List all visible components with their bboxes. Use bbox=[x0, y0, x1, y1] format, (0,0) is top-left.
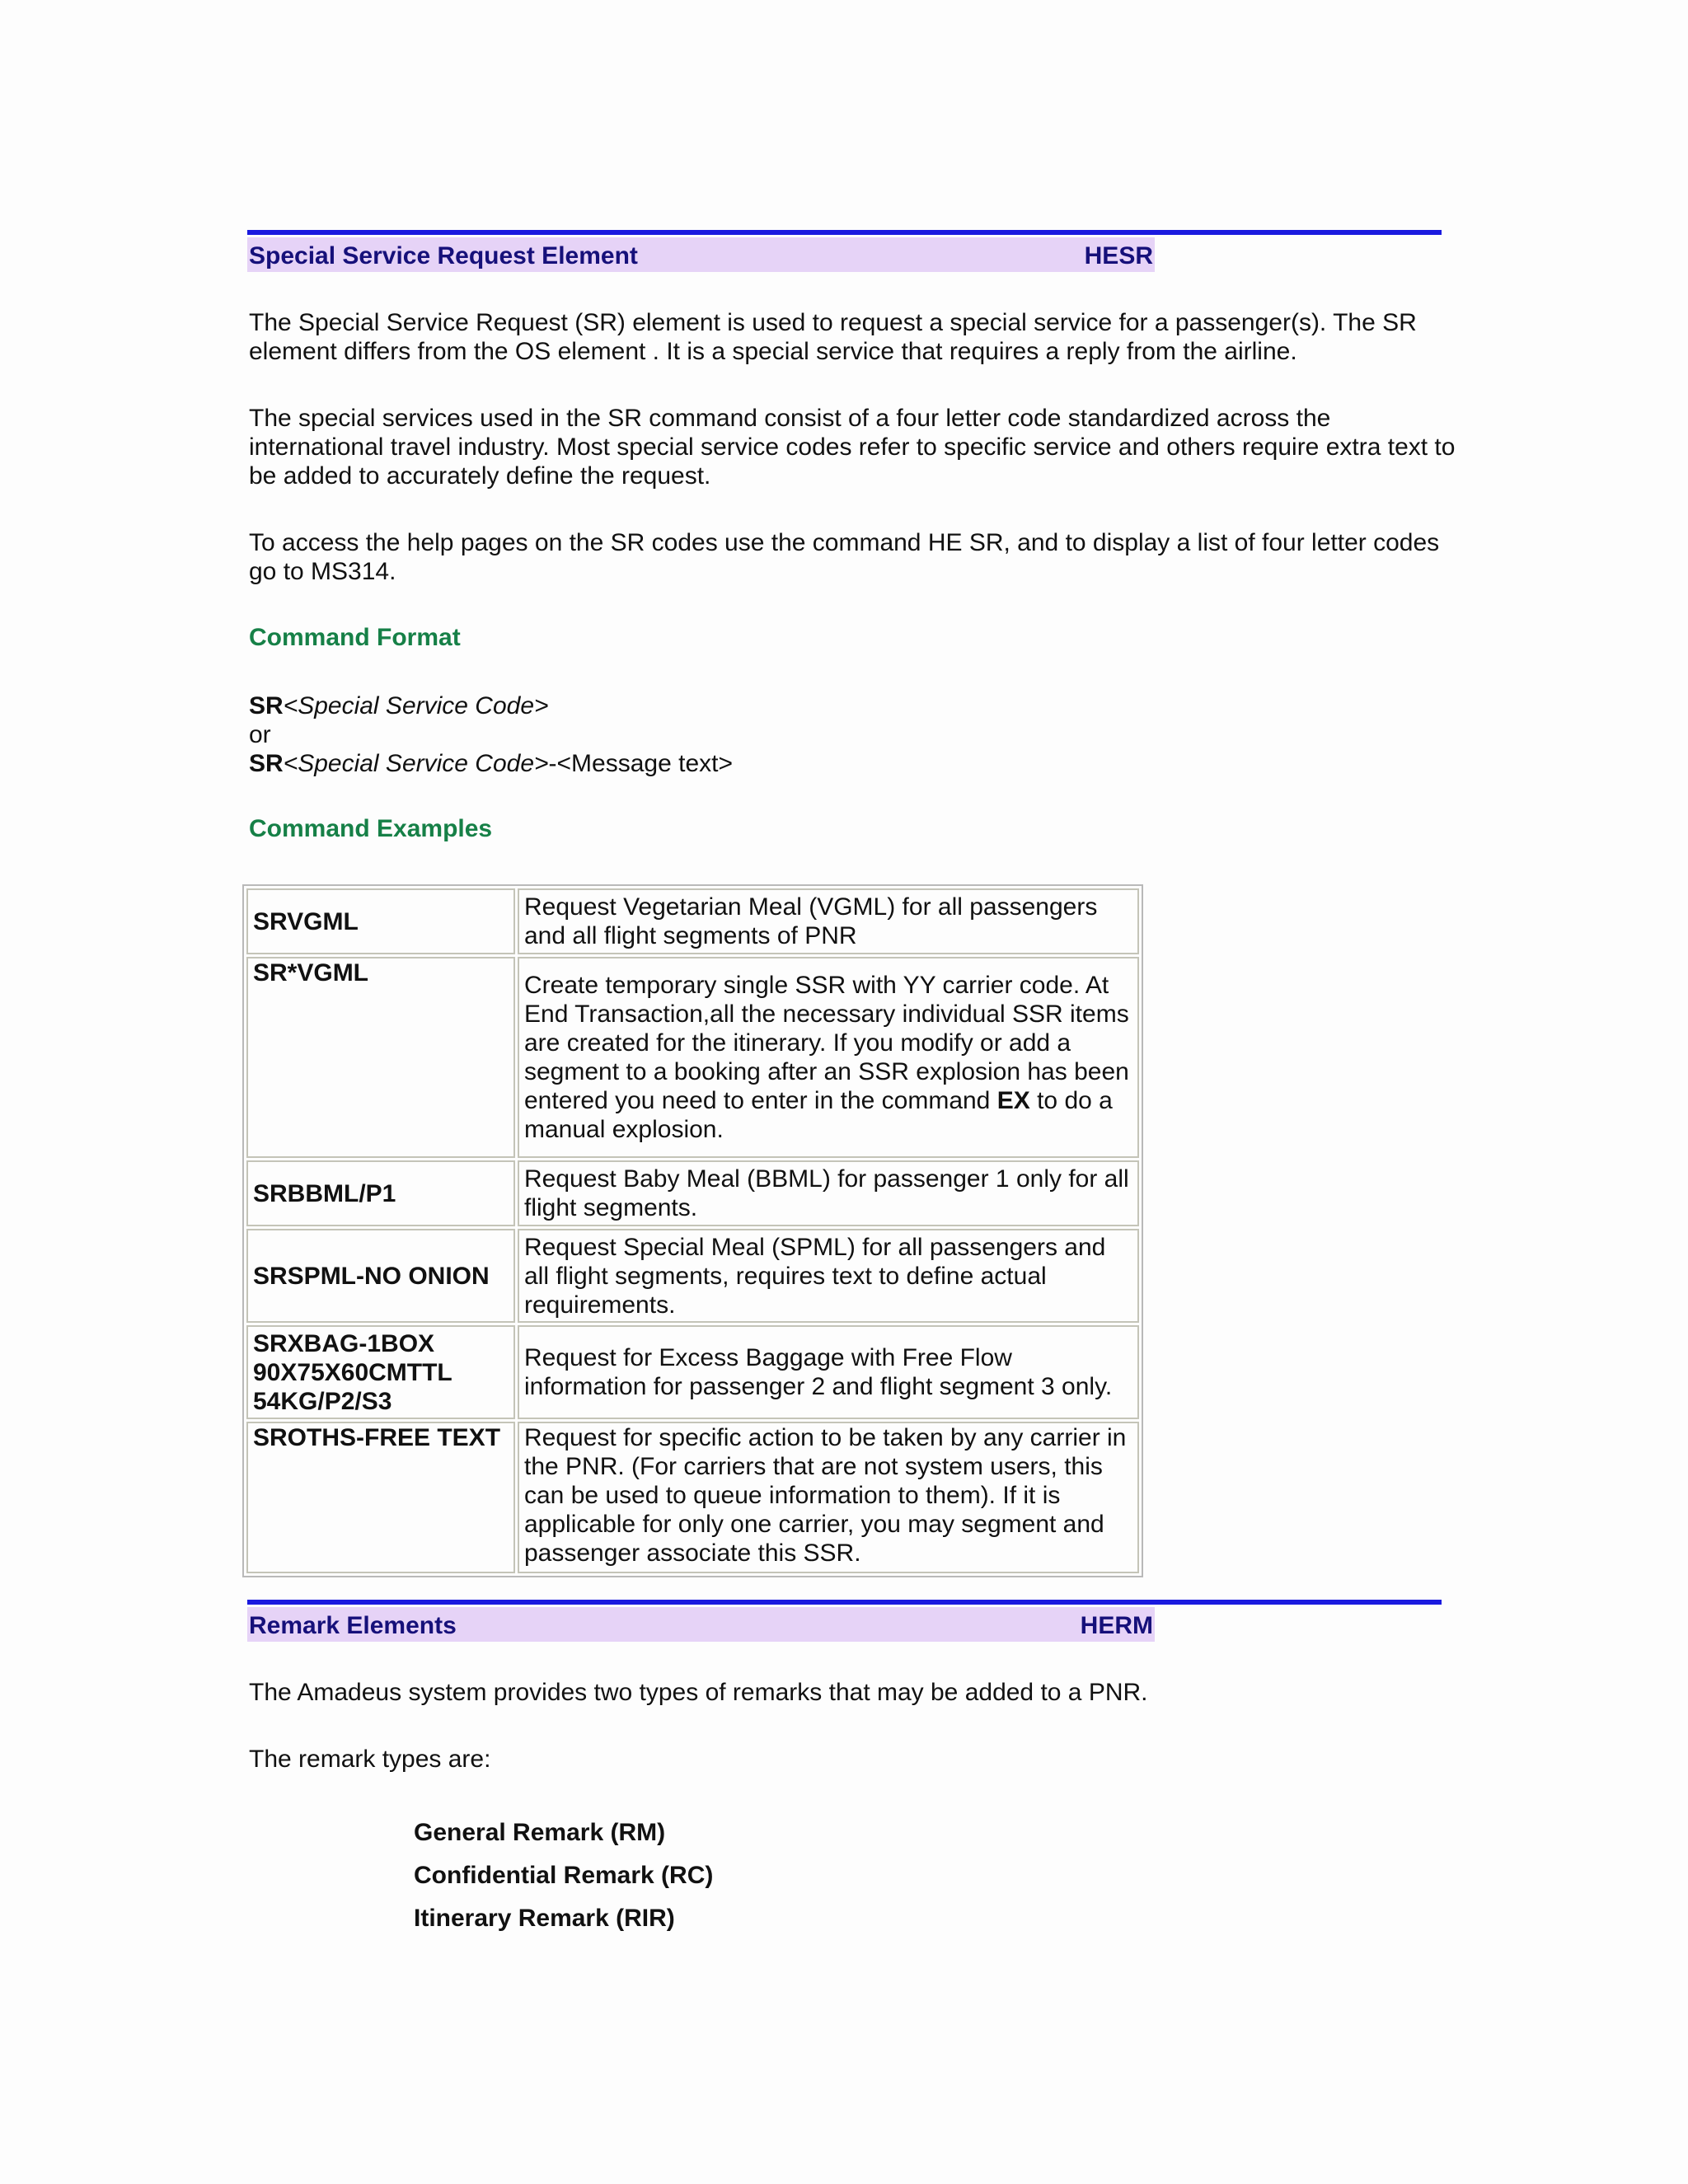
section-title: Remark Elements bbox=[249, 1612, 457, 1639]
description-cell: Create temporary single SSR with YY carrier code. At End Transaction,all the necessary individual SSR items are created for the itinerary. If you modify or add a segment to a booking after an SSR explosion has been entered you need to enter in the command EX to do a manual explosion. bbox=[518, 957, 1139, 1158]
table-row bbox=[246, 888, 1139, 954]
section-title: Special Service Request Element bbox=[249, 242, 638, 269]
command-cell: SRXBAG-1BOX 90X75X60CMTTL 54KG/P2/S3 bbox=[246, 1325, 515, 1419]
description-cell: Request Special Meal (SPML) for all passengers and all flight segments, requires text to define actual requirements. bbox=[518, 1229, 1139, 1323]
section-header-remarks bbox=[247, 1607, 1155, 1642]
format-or: or bbox=[249, 721, 271, 748]
command-cell: SROTHS-FREE TEXT bbox=[246, 1422, 515, 1573]
paragraph: The Amadeus system provides two types of remarks that may be added to a PNR. bbox=[249, 1679, 1148, 1706]
table-row bbox=[246, 957, 1139, 1158]
section-code: HERM bbox=[1080, 1612, 1153, 1639]
format-line: SR<Special Service Code> bbox=[249, 692, 549, 719]
command-cell: SRSPML-NO ONION bbox=[246, 1229, 515, 1323]
examples-table bbox=[242, 884, 1143, 1577]
command-cell: SRVGML bbox=[246, 888, 515, 954]
format-line: SR<Special Service Code>-<Message text> bbox=[249, 750, 733, 777]
command-cell: SR*VGML bbox=[246, 957, 515, 1158]
heading-command-format: Command Format bbox=[249, 624, 461, 651]
section-header-sr bbox=[247, 237, 1155, 272]
paragraph: The Special Service Request (SR) element is used to request a special service for a passenger(s). The SR element differs from the OS element . It is a special service that requires a reply from the airline. bbox=[249, 309, 1417, 365]
section-code: HESR bbox=[1084, 242, 1153, 269]
command-format-block bbox=[249, 691, 733, 778]
paragraph: The special services used in the SR command consist of a four letter code standardized across the international travel industry. Most special service codes refer to specific service and others require extra text to be added to accurately define the request. bbox=[249, 405, 1456, 490]
list-item: Confidential Remark (RC) bbox=[414, 1862, 714, 1889]
paragraph: The remark types are: bbox=[249, 1746, 491, 1773]
remark-types-list bbox=[414, 1811, 713, 1940]
description-cell: Request Baby Meal (BBML) for passenger 1 only for all flight segments. bbox=[518, 1160, 1139, 1226]
description-cell: Request for specific action to be taken by any carrier in the PNR. (For carriers that are not system users, this can be used to queue information to them). If it is applicable for only one carrier, you may segment and passenger associate this SSR. bbox=[518, 1422, 1139, 1573]
table-row bbox=[246, 1160, 1139, 1226]
section-rule bbox=[247, 230, 1442, 235]
description-cell: Request Vegetarian Meal (VGML) for all passengers and all flight segments of PNR bbox=[518, 888, 1139, 954]
description-cell: Request for Excess Baggage with Free Flow information for passenger 2 and flight segment 3 only. bbox=[518, 1325, 1139, 1419]
section-rule bbox=[247, 1600, 1442, 1605]
table-row bbox=[246, 1325, 1139, 1419]
command-cell: SRBBML/P1 bbox=[246, 1160, 515, 1226]
list-item: General Remark (RM) bbox=[414, 1819, 666, 1846]
heading-command-examples: Command Examples bbox=[249, 815, 493, 842]
table-row bbox=[246, 1229, 1139, 1323]
list-item: Itinerary Remark (RIR) bbox=[414, 1905, 675, 1932]
table-row bbox=[246, 1422, 1139, 1573]
paragraph: To access the help pages on the SR codes use the command HE SR, and to display a list of four letter codes go to MS314. bbox=[249, 529, 1440, 585]
